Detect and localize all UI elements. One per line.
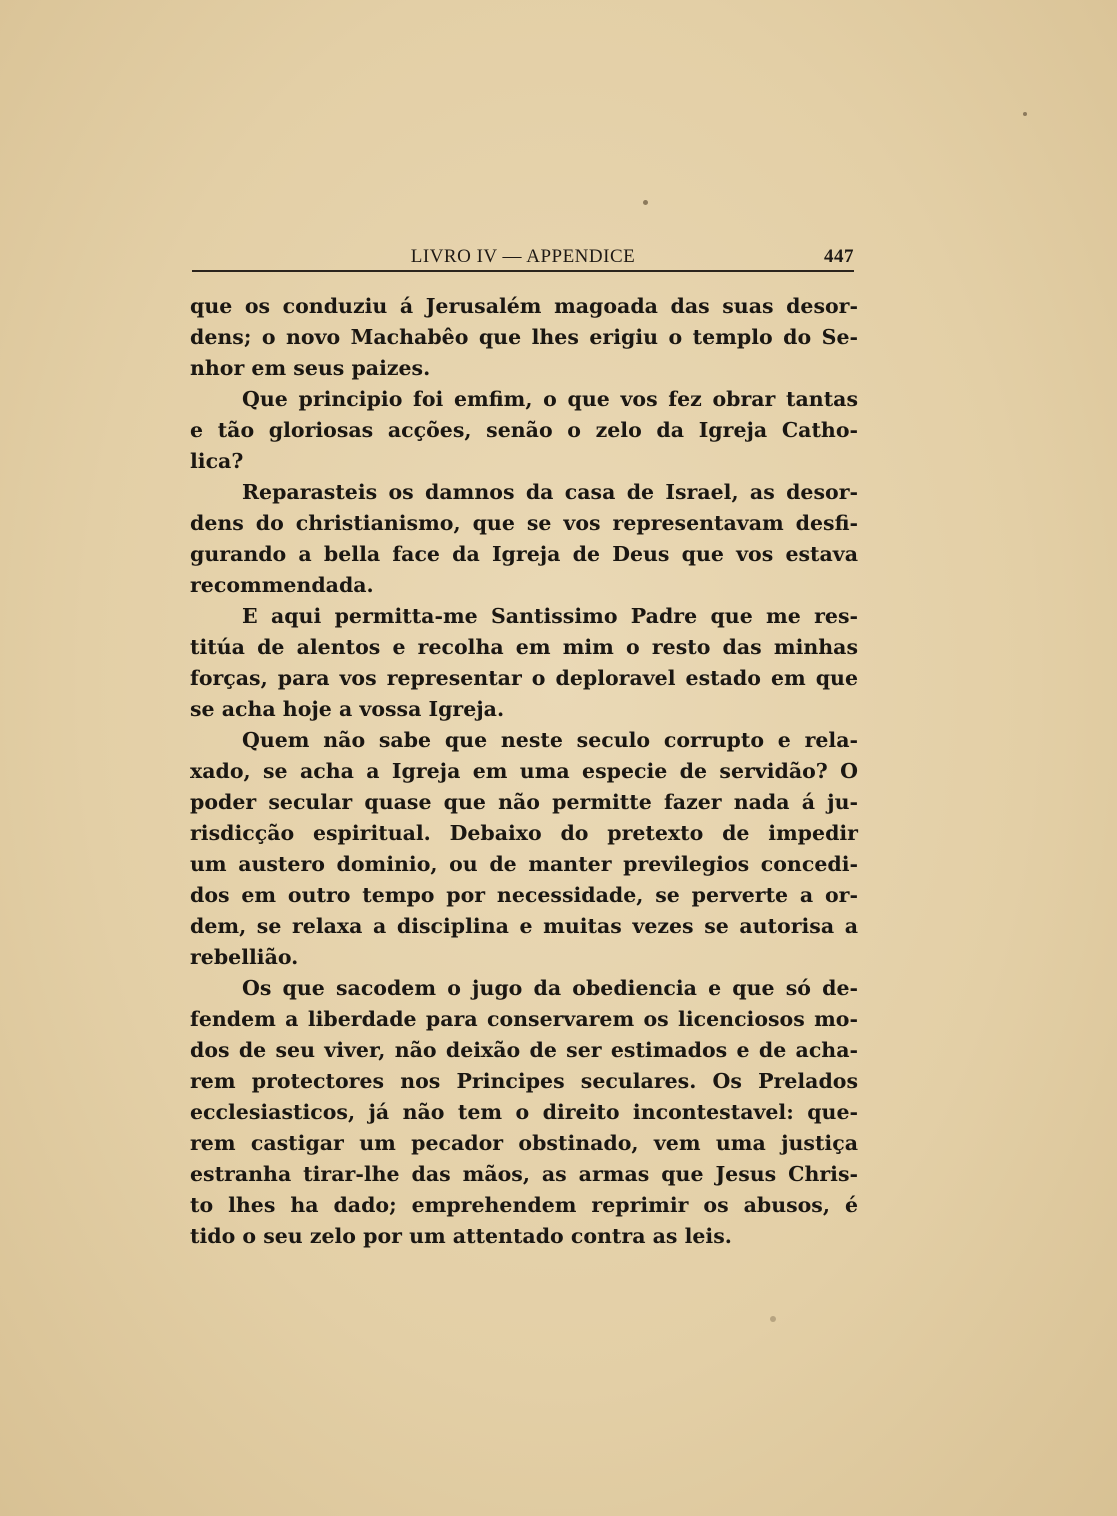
text-line: dem, se relaxa a disciplina e muitas vezes se autorisa a	[190, 914, 858, 938]
text-line: Reparasteis os damnos da casa de Israel, as desor-	[242, 480, 858, 504]
text-line: rebellião.	[190, 945, 299, 969]
text-line: forças, para vos representar o deploravel estado em que	[190, 666, 858, 690]
text-line: se acha hoje a vossa Igreja.	[190, 697, 505, 721]
running-header	[192, 244, 854, 272]
text-line: ecclesiasticos, já não tem o direito incontestavel: que-	[190, 1100, 858, 1124]
text-line: Quem não sabe que neste seculo corrupto e rela-	[242, 728, 858, 752]
paper-speck	[1023, 112, 1027, 116]
text-line: xado, se acha a Igreja em uma especie de servidão? O	[190, 759, 858, 783]
text-line: dens; o novo Machabêo que lhes erigiu o templo do Se-	[190, 325, 858, 349]
text-line: poder secular quase que não permitte fazer nada á ju-	[190, 790, 858, 814]
text-line: recommendada.	[190, 573, 374, 597]
paper-speck	[770, 1316, 776, 1322]
text-line: estranha tirar-lhe das mãos, as armas que Jesus Chris-	[190, 1162, 858, 1186]
text-line: rem protectores nos Principes seculares. Os Prelados	[190, 1069, 858, 1093]
text-line: e tão gloriosas acções, senão o zelo da Igreja Catho-	[190, 418, 858, 442]
text-line: nhor em seus paizes.	[190, 356, 431, 380]
paper-speck	[643, 200, 648, 205]
text-line: fendem a liberdade para conservarem os licenciosos mo-	[190, 1007, 858, 1031]
text-line: rem castigar um pecador obstinado, vem uma justiça	[190, 1131, 858, 1155]
text-line: dos em outro tempo por necessidade, se perverte a or-	[190, 883, 858, 907]
text-line: dos de seu viver, não deixão de ser estimados e de acha-	[190, 1038, 858, 1062]
header-title: LIVRO IV — APPENDICE	[410, 246, 636, 267]
text-line: Que principio foi emfim, o que vos fez obrar tantas	[242, 387, 858, 411]
text-line: risdicção espiritual. Debaixo do pretexto de impedir	[190, 821, 858, 845]
text-line: tido o seu zelo por um attentado contra as leis.	[190, 1224, 732, 1248]
text-line: to lhes ha dado; emprehendem reprimir os abusos, é	[190, 1193, 858, 1217]
page-number: 447	[824, 246, 854, 267]
text-line: titúa de alentos e recolha em mim o resto das minhas	[190, 635, 858, 659]
text-line: que os conduziu á Jerusalém magoada das suas desor-	[190, 294, 858, 318]
text-line: dens do christianismo, que se vos representavam desfi-	[190, 511, 858, 535]
text-line: um austero dominio, ou de manter previlegios concedi-	[190, 852, 858, 876]
text-line: Os que sacodem o jugo da obediencia e que só de-	[242, 976, 858, 1000]
body-text	[190, 291, 858, 1252]
text-line: lica?	[190, 449, 244, 473]
text-line: E aqui permitta-me Santissimo Padre que me res-	[242, 604, 858, 628]
text-line: gurando a bella face da Igreja de Deus que vos estava	[190, 542, 858, 566]
